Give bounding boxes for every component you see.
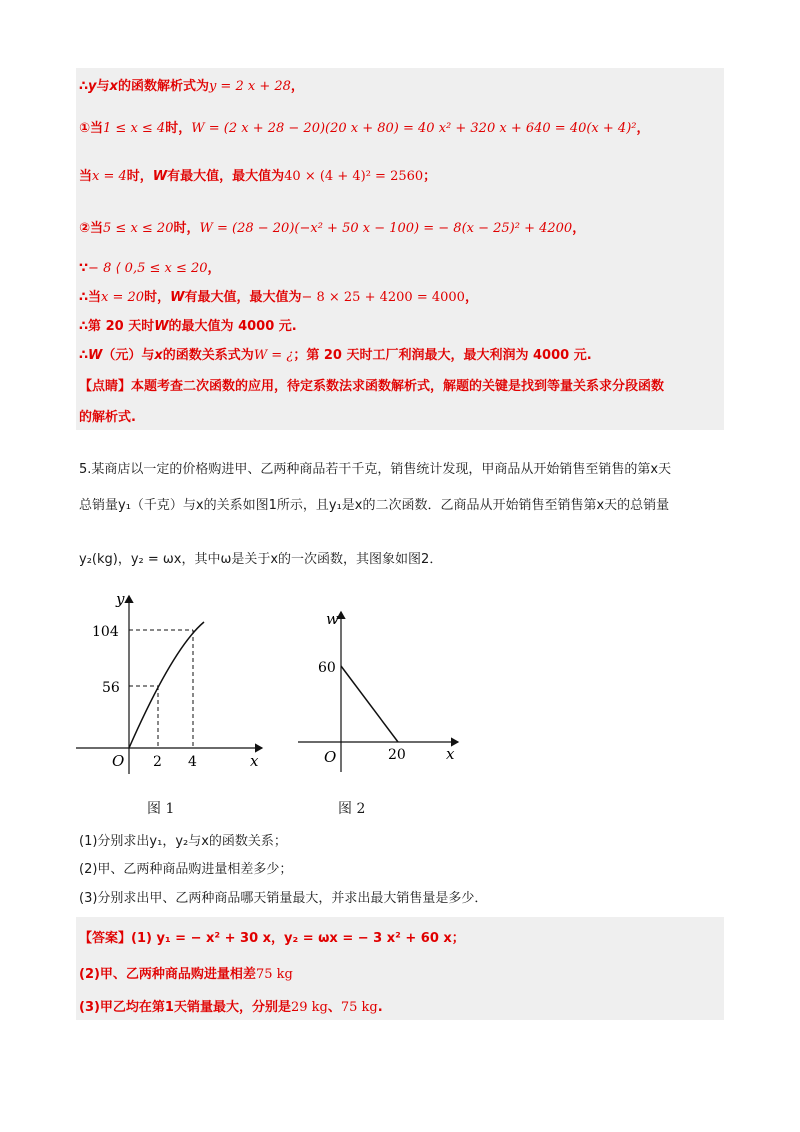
figure-2-caption: 图 2	[338, 801, 366, 817]
fig1-tick-56: 56	[102, 680, 120, 696]
problem-line-1: 5.某商店以一定的价格购进甲、乙两种商品若干千克，销售统计发现，甲商品从开始销售至销售的第x天	[79, 462, 672, 477]
fig2-y-label: w	[326, 610, 339, 628]
solution-line-1: ∴y与x的函数解析式为y = 2 x + 28，	[79, 79, 304, 94]
solution-line-8: ∴W（元）与x的函数关系式为W = ¿；第 20 天时工厂利润最大，最大利润为 4000 元.	[79, 348, 592, 363]
fig1-origin: O	[112, 752, 125, 770]
tip-label: 【点睛】	[79, 379, 132, 394]
fig2-tick-20: 20	[388, 747, 406, 763]
figure-1-caption: 图 1	[147, 801, 175, 817]
fig2-x-label: x	[446, 745, 455, 763]
answer-line-3: (3)甲乙均在第1天销量最大，分别是29 kg、75 kg.	[79, 1000, 383, 1015]
tip-line-1: 【点睛】本题考查二次函数的应用，待定系数法求函数解析式，解题的关键是找到等量关系求分段函数	[79, 379, 665, 394]
figure-1-graph	[70, 588, 290, 778]
question-3: (3)分别求出甲、乙两种商品哪天销量最大，并求出最大销售量是多少．	[79, 891, 488, 906]
figure-2-graph	[296, 606, 476, 776]
solution-line-2: ①当1 ≤ x ≤ 4时，W = (2 x + 28 − 20)(20 x + 80) = 40 x² + 320 x + 640 = 40(x + 4)²，	[79, 121, 650, 136]
fig2-origin: O	[324, 748, 337, 766]
fig1-tick-104: 104	[92, 624, 119, 640]
solution-line-6: ∴当x = 20时，W有最大值，最大值为− 8 × 25 + 4200 = 4000，	[79, 290, 478, 305]
solution-line-4: ②当5 ≤ x ≤ 20时，W = (28 − 20)(−x² + 50 x − 100) = − 8(x − 25)² + 4200，	[79, 221, 586, 236]
fig1-tick-2: 2	[153, 754, 162, 770]
fig1-tick-4: 4	[188, 754, 197, 770]
tip-line-2: 的解析式.	[79, 410, 136, 425]
fig1-x-label: x	[250, 752, 259, 770]
answer-line-1: 【答案】(1) y₁ = − x² + 30 x，y₂ = ωx = − 3 x² + 60 x；	[79, 931, 465, 946]
fig2-tick-60: 60	[318, 660, 336, 676]
fig1-y-label: y	[116, 590, 125, 608]
problem-line-2: 总销量y₁（千克）与x的关系如图1所示，且y₁是x的二次函数．乙商品从开始销售至销售第x天的总销量	[79, 498, 670, 513]
question-1: (1)分别求出y₁，y₂与x的函数关系；	[79, 834, 287, 849]
answer-line-2: (2)甲、乙两种商品购进量相差75 kg	[79, 967, 293, 982]
solution-line-5: ∵− 8 ⟨ 0,5 ≤ x ≤ 20，	[79, 261, 221, 276]
problem-line-3: y₂(kg)，y₂ = ωx，其中ω是关于x的一次函数，其图象如图2．	[79, 552, 443, 567]
answer-label: 【答案】	[79, 931, 132, 946]
fig2-line	[341, 666, 398, 742]
solution-line-3: 当x = 4时，W有最大值，最大值为40 × (4 + 4)² = 2560；	[79, 169, 437, 184]
solution-line-7: ∴第 20 天时W的最大值为 4000 元.	[79, 319, 297, 334]
question-2: (2)甲、乙两种商品购进量相差多少；	[79, 862, 293, 877]
